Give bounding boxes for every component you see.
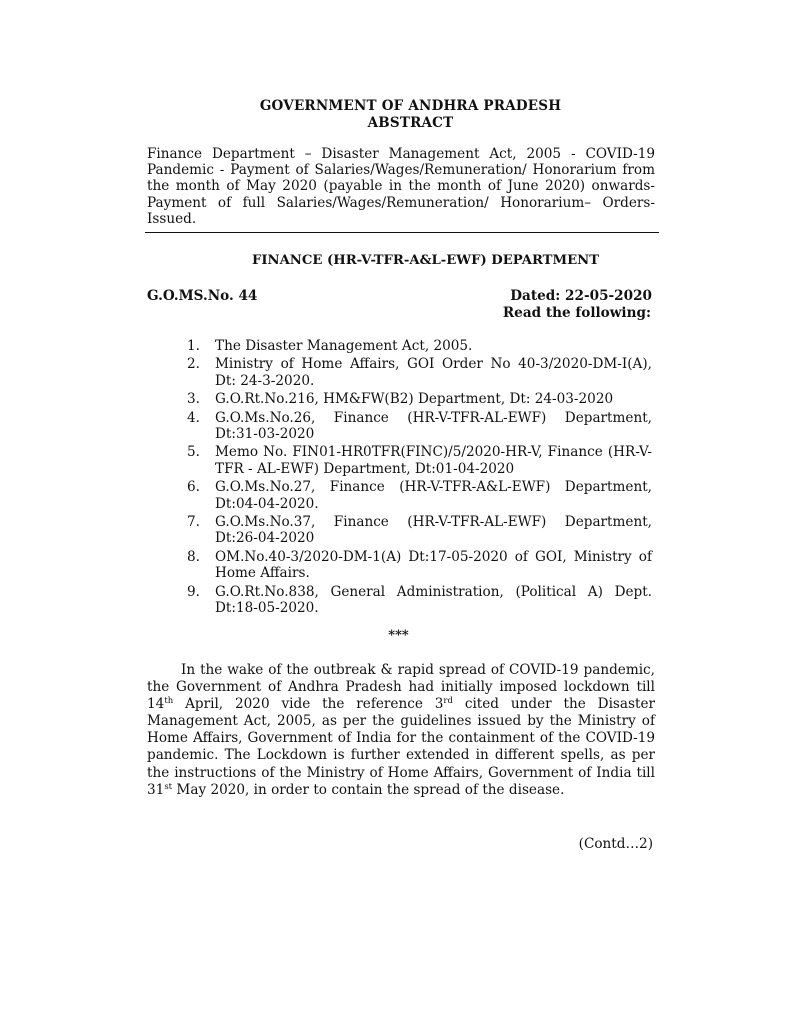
reference-number: 6. <box>187 479 200 496</box>
reference-item <box>187 514 652 547</box>
reference-list <box>187 338 652 619</box>
reference-item <box>187 338 652 354</box>
reference-number: 8. <box>187 548 200 565</box>
horizontal-rule <box>145 232 659 233</box>
body-paragraph <box>147 662 655 799</box>
reference-text: The Disaster Management Act, 2005. <box>215 338 473 354</box>
abstract-heading: ABSTRACT <box>367 115 454 131</box>
reference-number: 4. <box>187 409 200 426</box>
section-separator: *** <box>388 628 409 643</box>
reference-number: 5. <box>187 444 200 461</box>
body-text: In the wake of the outbreak & rapid spread of COVID-19 pandemic, the Government of Andhra Pradesh had initially imposed lockdown till 14 <box>147 662 655 713</box>
abstract-text: Finance Department – Disaster Management Act, 2005 - COVID-19 Pandemic - Payment of Salaries/Wages/Remuneration/ Honorarium from the month of May 2020 (payable in the month of June 2020) onwards- Payment of full Salaries/Wages/Remuneration/ Honorarium– Orders-Issued. <box>147 146 655 227</box>
continued-marker: (Contd…2) <box>578 836 653 852</box>
order-date: Dated: 22-05-2020 <box>510 288 652 304</box>
reference-number: 2. <box>187 356 200 373</box>
ordinal-suffix: th <box>164 696 174 707</box>
body-text: April, 2020 vide the reference 3 <box>173 696 444 713</box>
reference-item <box>187 356 652 389</box>
reference-text: G.O.Rt.No.838, General Administration, (Political A) Dept. Dt:18-05-2020. <box>215 583 652 617</box>
reference-text: OM.No.40-3/2020-DM-1(A) Dt:17-05-2020 of GOI, Ministry of Home Affairs. <box>215 548 652 582</box>
reference-text: G.O.Ms.No.27, Finance (HR-V-TFR-A&L-EWF) Department, Dt:04-04-2020. <box>215 479 652 512</box>
body-text: May 2020, in order to contain the spread of the disease. <box>172 781 565 798</box>
reference-item <box>187 584 652 617</box>
reference-text: Memo No. FIN01-HR0TFR(FINC)/5/2020-HR-V, Finance (HR-V-TFR - AL-EWF) Department, Dt:01-04-2020 <box>215 444 652 477</box>
body-text: cited under the Disaster Management Act, 2005, as per the guidelines issued by the Ministry of Home Affairs, Government of India for the containment of the COVID-19 pandemic. The Lockdown is further extended in different spells, as per the instructions of the Ministry of Home Affairs, Government of India till 31 <box>147 696 655 798</box>
reference-number: 1. <box>187 338 200 354</box>
reference-item <box>187 391 652 407</box>
government-heading: GOVERNMENT OF ANDHRA PRADESH <box>259 98 562 114</box>
reference-text: Ministry of Home Affairs, GOI Order No 40-3/2020-DM-I(A), Dt: 24-3-2020. <box>215 356 652 389</box>
reference-text: G.O.Rt.No.216, HM&FW(B2) Department, Dt: 24-03-2020 <box>215 391 614 408</box>
reference-item <box>187 410 652 443</box>
reference-item <box>187 479 652 512</box>
ordinal-suffix: st <box>164 781 173 792</box>
reference-text: G.O.Ms.No.26, Finance (HR-V-TFR-AL-EWF) Department, Dt:31-03-2020 <box>215 409 652 443</box>
reference-text: G.O.Ms.No.37, Finance (HR-V-TFR-AL-EWF) Department, Dt:26-04-2020 <box>215 514 652 547</box>
reference-number: 3. <box>187 391 200 408</box>
reference-number: 7. <box>187 514 200 531</box>
reference-item <box>187 444 652 477</box>
reference-item <box>187 549 652 582</box>
order-number: G.O.MS.No. 44 <box>147 288 258 304</box>
read-following-label: Read the following: <box>502 305 651 321</box>
reference-number: 9. <box>187 583 200 600</box>
department-heading: FINANCE (HR-V-TFR-A&L-EWF) DEPARTMENT <box>251 253 600 268</box>
ordinal-suffix: rd <box>443 696 453 707</box>
